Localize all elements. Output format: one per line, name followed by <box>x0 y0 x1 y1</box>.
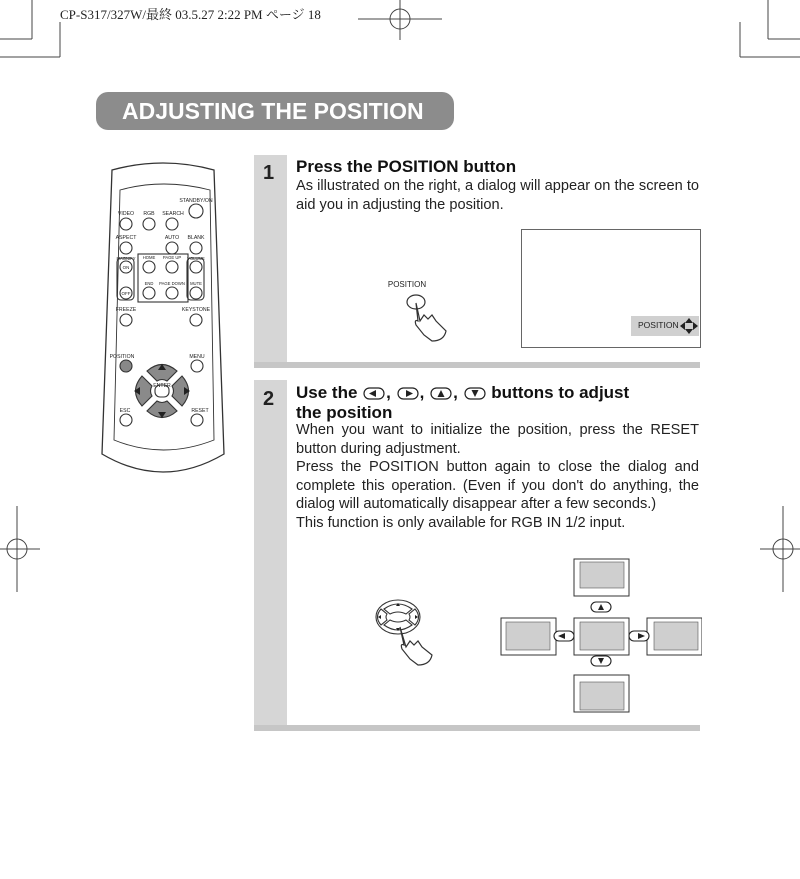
remote-page-up-label: PAGE UP <box>162 255 182 260</box>
step2-title-prefix: Use the <box>296 383 358 402</box>
step2-comma: , <box>386 383 391 402</box>
remote-off-label: OFF <box>121 291 131 296</box>
step2-title-suffix: buttons to adjust <box>491 383 630 402</box>
step2-hand-on-arrows-illustration <box>370 595 440 667</box>
page-title: ADJUSTING THE POSITION <box>96 92 454 130</box>
right-button-icon <box>397 387 419 400</box>
remote-volume-label: VOLUME <box>187 256 205 261</box>
step2-comma: , <box>419 383 425 402</box>
step1-sidebar <box>254 155 287 367</box>
step2-screen-shift-diagram <box>500 558 702 713</box>
down-button-icon <box>464 387 486 400</box>
step2-paragraph: This function is only available for RGB IN 1/2 input. <box>296 514 626 531</box>
remote-enter-label: ENTER <box>153 383 171 389</box>
remote-aspect-label: ASPECT <box>115 235 137 241</box>
step2-sidebar <box>254 380 287 725</box>
remote-esc-label: ESC <box>119 408 131 414</box>
remote-page-down-label: PAGE DOWN <box>159 281 185 286</box>
step2-number: 2 <box>263 388 275 410</box>
left-button-icon <box>363 387 385 400</box>
step2-divider <box>254 725 700 731</box>
remote-auto-label: AUTO <box>164 235 180 241</box>
four-way-arrow-icon <box>679 317 699 335</box>
step1-title: Press the POSITION button <box>296 157 517 176</box>
remote-rgb-label: RGB <box>143 211 155 217</box>
remote-magnify-label: MAGNIFY <box>116 256 136 261</box>
remote-video-label: VIDEO <box>117 211 135 217</box>
step2-comma: , <box>453 383 458 402</box>
remote-keystone-label: KEYSTONE <box>181 307 211 313</box>
remote-standby-label: STANDBY/ON <box>179 198 213 204</box>
step2-body <box>296 421 699 533</box>
step1-hand-press-illustration <box>380 275 460 345</box>
step2-title-line2: the position <box>296 403 393 422</box>
remote-blank-label: BLANK <box>187 235 205 241</box>
remote-mute-label: MUTE <box>190 281 202 286</box>
remote-menu-label: MENU <box>189 354 205 360</box>
remote-position-label: POSITION <box>109 354 135 360</box>
step1-divider <box>254 362 700 368</box>
remote-on-label: ON <box>122 265 130 270</box>
step2-paragraph: Press the POSITION button again to close the dialog and complete this operation. (Even if you don't do anything, the dialog will automatically disappear after a few seconds.) <box>296 459 699 513</box>
remote-home-label: HOME <box>142 255 156 260</box>
remote-control-illustration <box>98 160 228 490</box>
step2-paragraph: When you want to initialize the position, press the RESET button during adjustment. <box>296 422 699 457</box>
step1-position-button-label: POSITION <box>387 280 427 289</box>
step1-paragraph: As illustrated on the right, a dialog will appear on the screen to aid you in adjusting the position. <box>296 178 699 213</box>
remote-end-label: END <box>144 281 154 286</box>
step2-title <box>296 383 700 423</box>
remote-freeze-label: FREEZE <box>115 307 137 313</box>
print-header: CP-S317/327W/最終 03.5.27 2:22 PM ページ 18 <box>60 7 321 22</box>
remote-reset-label: RESET <box>191 408 209 414</box>
position-dialog <box>631 316 699 336</box>
step1-number: 1 <box>263 162 275 184</box>
remote-search-label: SEARCH <box>162 211 184 217</box>
position-dialog-label: POSITION <box>638 320 679 330</box>
step1-body <box>296 177 699 214</box>
up-button-icon <box>430 387 452 400</box>
